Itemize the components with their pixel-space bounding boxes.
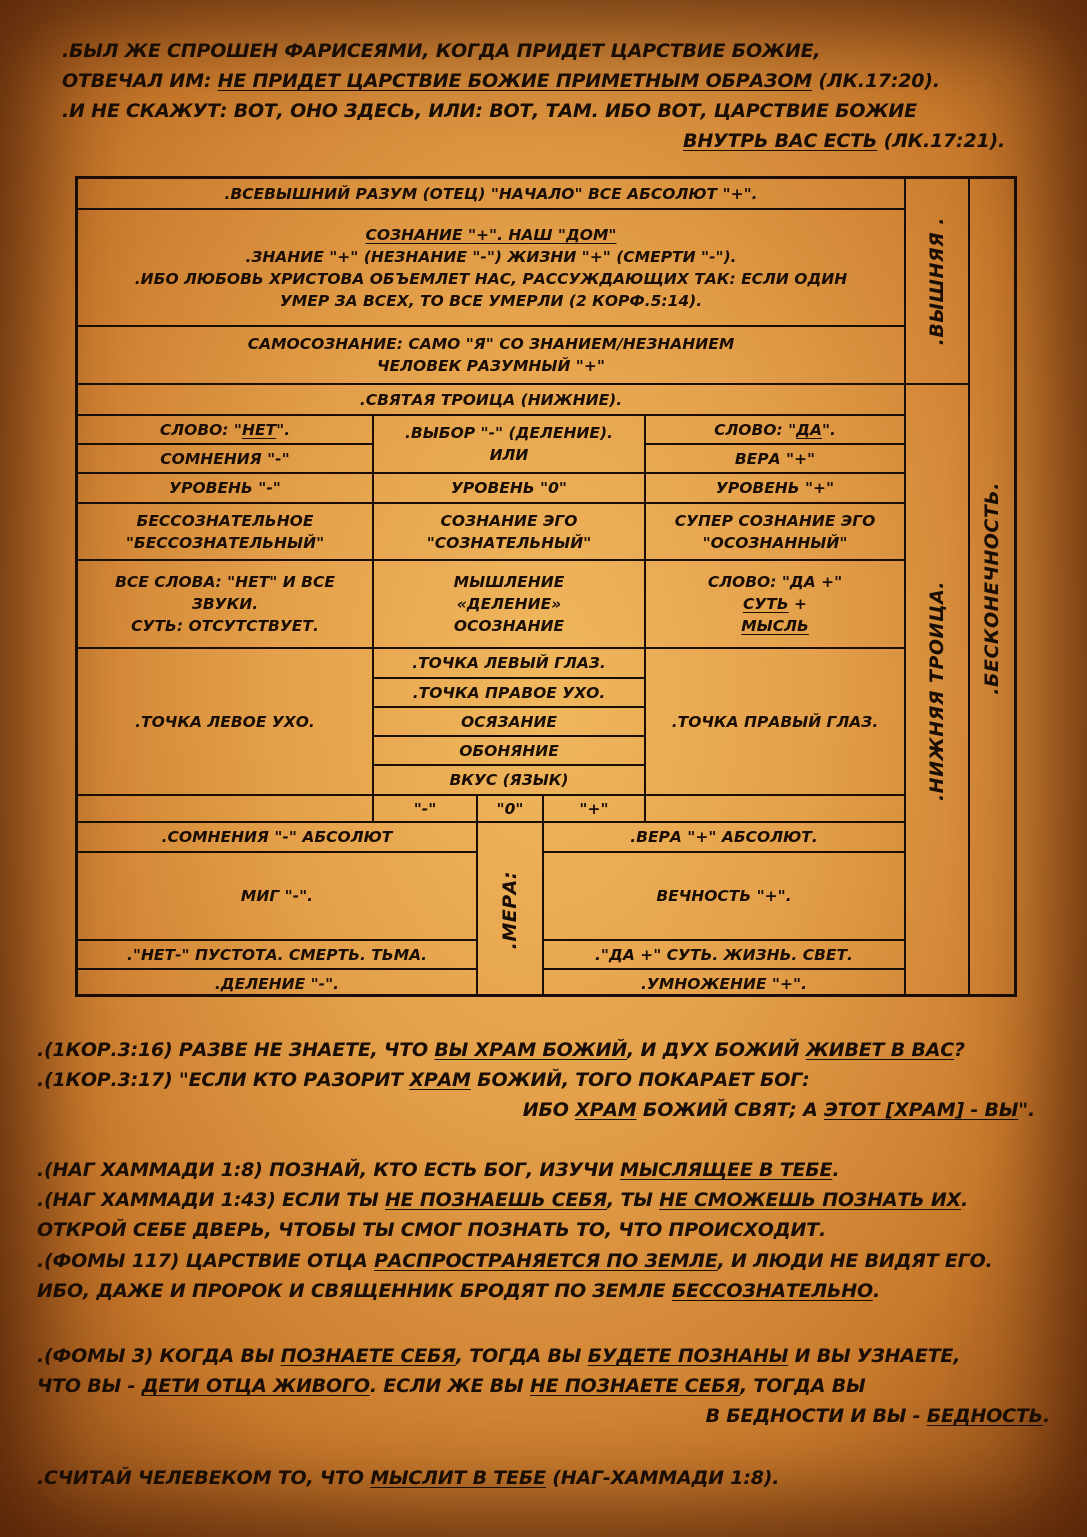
smell-cell: ОБОНЯНИЕ bbox=[374, 737, 646, 766]
faith-cell: ВЕРА "+" bbox=[646, 445, 906, 474]
quote-line-12: .СЧИТАЙ ЧЕЛЕВЕКОМ ТО, ЧТО МЫСЛИТ В ТЕБЕ (НАГ-ХАММАДИ 1:8). bbox=[37, 1467, 780, 1489]
level-zero-cell: УРОВЕНЬ "0" bbox=[374, 474, 646, 504]
quote-line-3: ИБО ХРАМ БОЖИЙ СВЯТ; А ЭТОТ [ХРАМ] - ВЫ". bbox=[522, 1099, 1035, 1121]
quote-line-4: .(НАГ ХАММАДИ 1:8) ПОЗНАЙ, КТО ЕСТЬ БОГ, ИЗУЧИ МЫСЛЯЩЕЕ В ТЕБЕ. bbox=[37, 1159, 840, 1181]
sign-zero-cell: "0" bbox=[478, 796, 544, 823]
trinity-table bbox=[75, 176, 1017, 997]
holy-trinity-cell: .СВЯТАЯ ТРОИЦА (НИЖНИЕ). bbox=[78, 385, 906, 416]
intro-line-1: .БЫЛ ЖЕ СПРОШЕН ФАРИСЕЯМИ, КОГДА ПРИДЕТ ЦАРСТВИЕ БОЖИЕ, bbox=[62, 40, 821, 62]
quote-line-10: ЧТО ВЫ - ДЕТИ ОТЦА ЖИВОГО. ЕСЛИ ЖЕ ВЫ НЕ ПОЗНАЕТЕ СЕБЯ, ТОГДА ВЫ bbox=[37, 1375, 866, 1397]
word-no-cell: СЛОВО: " НЕТ ". bbox=[78, 416, 374, 445]
multiplication-cell: .УМНОЖЕНИЕ "+". bbox=[544, 970, 906, 997]
faith-absolute-cell: .ВЕРА "+" АБСОЛЮТ. bbox=[544, 823, 906, 853]
intro-line-4: ВНУТРЬ ВАС ЕСТЬ (ЛК.17:21). bbox=[683, 130, 1005, 152]
eternity-cell: ВЕЧНОСТЬ "+". bbox=[544, 853, 906, 941]
quote-line-7: .(ФОМЫ 117) ЦАРСТВИЕ ОТЦА РАСПРОСТРАНЯЕТСЯ ПО ЗЕМЛЕ, И ЛЮДИ НЕ ВИДЯТ ЕГО. bbox=[37, 1250, 993, 1272]
left-eye-cell: .ТОЧКА ЛЕВЫЙ ГЛАЗ. bbox=[374, 649, 646, 679]
right-ear-cell: .ТОЧКА ПРАВОЕ УХО. bbox=[374, 679, 646, 708]
quote-line-8: ИБО, ДАЖЕ И ПРОРОК И СВЯЩЕННИК БРОДЯТ ПО ЗЕМЛЕ БЕССОЗНАТЕЛЬНО. bbox=[37, 1280, 880, 1302]
infinity-cell: .БЕСКОНЕЧНОСТЬ. bbox=[981, 481, 1003, 695]
superconscious-cell: СУПЕР СОЗНАНИЕ ЭГО "ОСОЗНАННЫЙ" bbox=[646, 504, 906, 561]
consciousness-cell: СОЗНАНИЕ "+". НАШ "ДОМ" .ЗНАНИЕ "+" (НЕЗНАНИЕ "-") ЖИЗНИ "+" (СМЕРТИ "-"). .ИБО ЛЮБОВЬ ХРИСТОВА ОБЪЕМЛЕТ НАС, РАССУЖДАЮЩИХ ТАК: ЕСЛИ ОДИН УМЕР ЗА ВСЕХ, ТО ВСЕ УМЕРЛИ (2 КОРФ.5:14). bbox=[78, 210, 906, 327]
quote-line-6: ОТКРОЙ СЕБЕ ДВЕРЬ, ЧТОБЫ ТЫ СМОГ ПОЗНАТЬ ТО, ЧТО ПРОИСХОДИТ. bbox=[37, 1219, 826, 1241]
supreme-mind-cell: .ВСЕВЫШНИЙ РАЗУМ (ОТЕЦ) "НАЧАЛО" ВСЕ АБСОЛЮТ "+". bbox=[78, 179, 906, 210]
sign-plus-cell: "+" bbox=[544, 796, 646, 823]
intro-line-2: ОТВЕЧАЛ ИМ: НЕ ПРИДЕТ ЦАРСТВИЕ БОЖИЕ ПРИМЕТНЫМ ОБРАЗОМ (ЛК.17:20). bbox=[62, 70, 940, 92]
unconscious-cell: БЕССОЗНАТЕЛЬНОЕ "БЕССОЗНАТЕЛЬНЫЙ" bbox=[78, 504, 374, 561]
yes-essence-cell: ."ДА +" СУТЬ. ЖИЗНЬ. СВЕТ. bbox=[544, 941, 906, 970]
quote-line-11: В БЕДНОСТИ И ВЫ - БЕДНОСТЬ. bbox=[705, 1405, 1050, 1427]
right-eye-cell: .ТОЧКА ПРАВЫЙ ГЛАЗ. bbox=[646, 649, 906, 796]
quote-line-1: .(1КОР.3:16) РАЗВЕ НЕ ЗНАЕТЕ, ЧТО ВЫ ХРАМ БОЖИЙ, И ДУХ БОЖИЙ ЖИВЕТ В ВАС? bbox=[37, 1039, 965, 1061]
taste-cell: ВКУС (ЯЗЫК) bbox=[374, 766, 646, 796]
no-emptiness-cell: ."НЕТ-" ПУСТОТА. СМЕРТЬ. ТЬМА. bbox=[78, 941, 478, 970]
sign-blank-left bbox=[78, 796, 374, 823]
word-essence-thought-cell: СЛОВО: "ДА +" СУТЬ + МЫСЛЬ bbox=[646, 561, 906, 649]
measure-cell: .МЕРА: bbox=[478, 823, 544, 997]
lower-trinity-cell: .НИЖНЯЯ ТРОИЦА. bbox=[906, 385, 970, 997]
sign-blank-right bbox=[646, 796, 906, 823]
doubt-absolute-cell: .СОМНЕНИЯ "-" АБСОЛЮТ bbox=[78, 823, 478, 853]
all-words-cell: ВСЕ СЛОВА: "НЕТ" И ВСЕ ЗВУКИ. СУТЬ: ОТСУТСТВУЕТ. bbox=[78, 561, 374, 649]
division-cell: .ДЕЛЕНИЕ "-". bbox=[78, 970, 478, 997]
intro-line-3: .И НЕ СКАЖУТ: ВОТ, ОНО ЗДЕСЬ, ИЛИ: ВОТ, ТАМ. ИБО ВОТ, ЦАРСТВИЕ БОЖИЕ bbox=[62, 100, 917, 122]
touch-cell: ОСЯЗАНИЕ bbox=[374, 708, 646, 737]
self-consciousness-cell: САМОСОЗНАНИЕ: САМО "Я" СО ЗНАНИЕМ/НЕЗНАНИЕМ ЧЕЛОВЕК РАЗУМНЫЙ "+" bbox=[78, 327, 906, 385]
choice-cell: .ВЫБОР "-" (ДЕЛЕНИЕ). ИЛИ bbox=[374, 416, 646, 474]
upper-cell: .ВЫШНЯЯ . bbox=[906, 179, 970, 385]
left-ear-cell: .ТОЧКА ЛЕВОЕ УХО. bbox=[78, 649, 374, 796]
doubt-cell: СОМНЕНИЯ "-" bbox=[78, 445, 374, 474]
level-minus-cell: УРОВЕНЬ "-" bbox=[78, 474, 374, 504]
conscious-cell: СОЗНАНИЕ ЭГО "СОЗНАТЕЛЬНЫЙ" bbox=[374, 504, 646, 561]
quote-line-9: .(ФОМЫ 3) КОГДА ВЫ ПОЗНАЕТЕ СЕБЯ, ТОГДА ВЫ БУДЕТЕ ПОЗНАНЫ И ВЫ УЗНАЕТЕ, bbox=[37, 1345, 961, 1367]
quote-line-2: .(1КОР.3:17) "ЕСЛИ КТО РАЗОРИТ ХРАМ БОЖИЙ, ТОГО ПОКАРАЕТ БОГ: bbox=[37, 1069, 810, 1091]
sign-minus-cell: "-" bbox=[374, 796, 478, 823]
quote-line-5: .(НАГ ХАММАДИ 1:43) ЕСЛИ ТЫ НЕ ПОЗНАЕШЬ СЕБЯ, ТЫ НЕ СМОЖЕШЬ ПОЗНАТЬ ИХ. bbox=[37, 1189, 969, 1211]
level-plus-cell: УРОВЕНЬ "+" bbox=[646, 474, 906, 504]
moment-cell: МИГ "-". bbox=[78, 853, 478, 941]
thinking-cell: МЫШЛЕНИЕ «ДЕЛЕНИЕ» ОСОЗНАНИЕ bbox=[374, 561, 646, 649]
word-yes-cell: СЛОВО: " ДА ". bbox=[646, 416, 906, 445]
